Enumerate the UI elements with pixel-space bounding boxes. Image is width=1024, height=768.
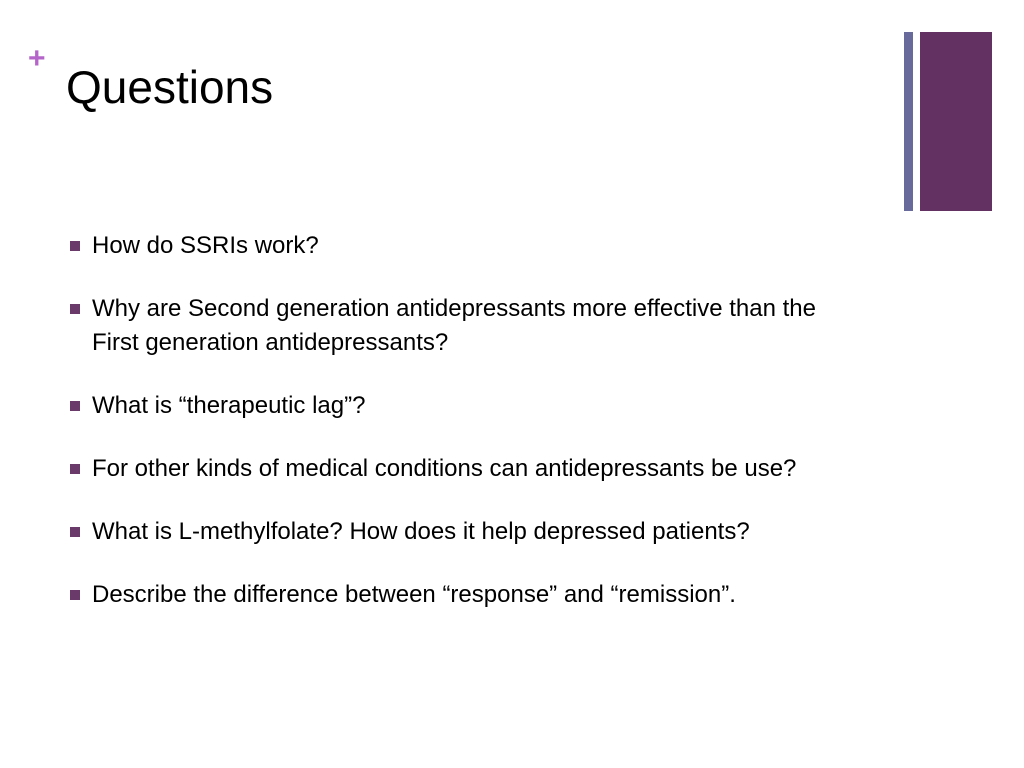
bullet-item bbox=[68, 292, 868, 360]
bullet-text: How do SSRIs work? bbox=[92, 232, 319, 259]
bullet-list bbox=[68, 229, 868, 641]
bullet-text: Why are Second generation antidepressants more effective than the First generation antidepressants? bbox=[92, 295, 816, 356]
slide-title: Questions bbox=[66, 61, 274, 113]
bullet-item bbox=[68, 389, 868, 423]
square-bullet-icon bbox=[70, 304, 80, 314]
square-bullet-icon bbox=[70, 241, 80, 251]
bullet-text: Describe the difference between “response” and “remission”. bbox=[92, 581, 736, 608]
square-bullet-icon bbox=[70, 464, 80, 474]
bullet-item bbox=[68, 229, 868, 263]
plus-icon: + bbox=[28, 42, 46, 75]
square-bullet-icon bbox=[70, 590, 80, 600]
decorative-bar-thick bbox=[920, 32, 992, 211]
square-bullet-icon bbox=[70, 527, 80, 537]
bullet-text: What is L-methylfolate? How does it help depressed patients? bbox=[92, 518, 750, 545]
bullet-text: For other kinds of medical conditions can antidepressants be use? bbox=[92, 455, 797, 482]
bullet-item bbox=[68, 515, 868, 549]
square-bullet-icon bbox=[70, 401, 80, 411]
bullet-item bbox=[68, 578, 868, 612]
decorative-bar-thin bbox=[904, 32, 913, 211]
bullet-item bbox=[68, 452, 868, 486]
bullet-text: What is “therapeutic lag”? bbox=[92, 392, 366, 419]
